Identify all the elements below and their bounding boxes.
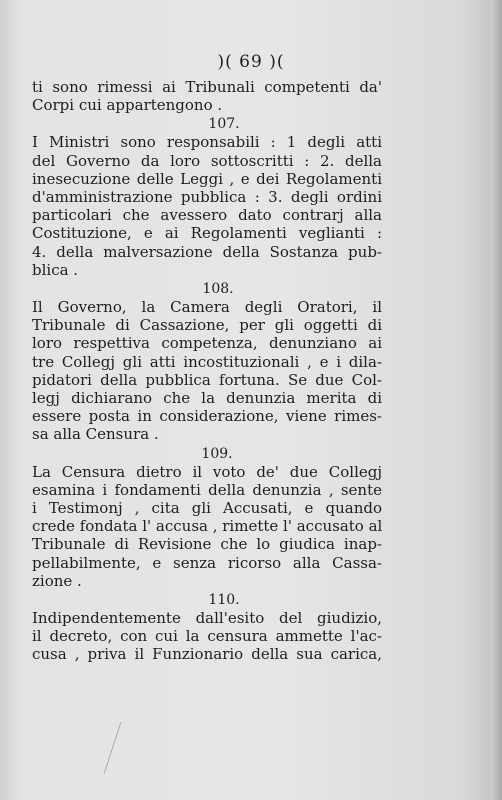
text-line: Tribunale di Revisione che lo giudica inap- [32, 535, 382, 554]
pencil-mark [104, 722, 136, 774]
text-line: I Ministri sono responsabili : 1 degli atti [32, 133, 382, 152]
text-line: Tribunale di Cassazione, per gli oggetti di [32, 316, 382, 335]
text-line: 4. della malversazione della Sostanza pub- [32, 242, 382, 261]
text-line: loro respettiva competenza, denunziano ai [32, 334, 382, 353]
text-line: particolari che avessero dato contrarj alla [32, 206, 382, 225]
text-line: inesecuzione delle Leggi , e dei Regolamenti [32, 169, 382, 188]
article-number: 108. [202, 281, 234, 298]
paragraph-continuation [32, 78, 382, 114]
article-number: 109. [201, 445, 233, 462]
text-line: crede fondata l' accusa , rimette l' accusato al [32, 517, 383, 536]
text-line: ti sono rimessi ai Tribunali competenti da' [32, 78, 382, 96]
text-line: esamina i fondamenti della denunzia , sente [32, 480, 382, 499]
article-110 [32, 609, 382, 664]
text-line: essere posta in considerazione, viene rimes- [32, 407, 382, 426]
article-number: 110. [208, 592, 240, 609]
article-108 [32, 298, 382, 444]
text-line: del Governo da loro sottoscritti : 2. della [32, 151, 382, 170]
text-line: sa alla Censura . [32, 425, 159, 444]
text-line: cusa , priva il Funzionario della sua carica, [32, 645, 382, 664]
text-line: Costituzione, e ai Regolamenti veglianti : [32, 224, 382, 243]
text-line: legj dichiarano che la denunzia merita di [32, 389, 382, 408]
article-number: 107. [208, 116, 240, 133]
text-line: il decreto, con cui la censura ammette l'ac- [32, 627, 382, 646]
text-line: tre Collegj gli atti incostituzionali , e i dila- [32, 352, 382, 371]
article-109 [32, 463, 382, 590]
page-text [32, 78, 382, 664]
text-line: Corpi cui appartengono . [32, 96, 223, 115]
text-line: La Censura dietro il voto de' due Collegj [32, 462, 382, 481]
text-line: d'amministrazione pubblica : 3. degli ordini [32, 188, 382, 207]
page-number: )( 69 )( [217, 52, 285, 72]
text-line: zione . [32, 571, 82, 590]
text-line: i Testimonj , cita gli Accusati, e quando [32, 499, 382, 518]
page-edge [490, 0, 502, 800]
article-107 [32, 133, 382, 279]
text-line: pellabilmente, e senza ricorso alla Cassa- [32, 553, 382, 572]
text-line: Indipendentemente dall'esito del giudizio, [32, 609, 382, 628]
text-line: Il Governo, la Camera degli Oratori, il [32, 298, 382, 317]
text-line: blica . [32, 260, 79, 279]
text-line: pidatori della pubblica fortuna. Se due Col- [32, 370, 382, 389]
